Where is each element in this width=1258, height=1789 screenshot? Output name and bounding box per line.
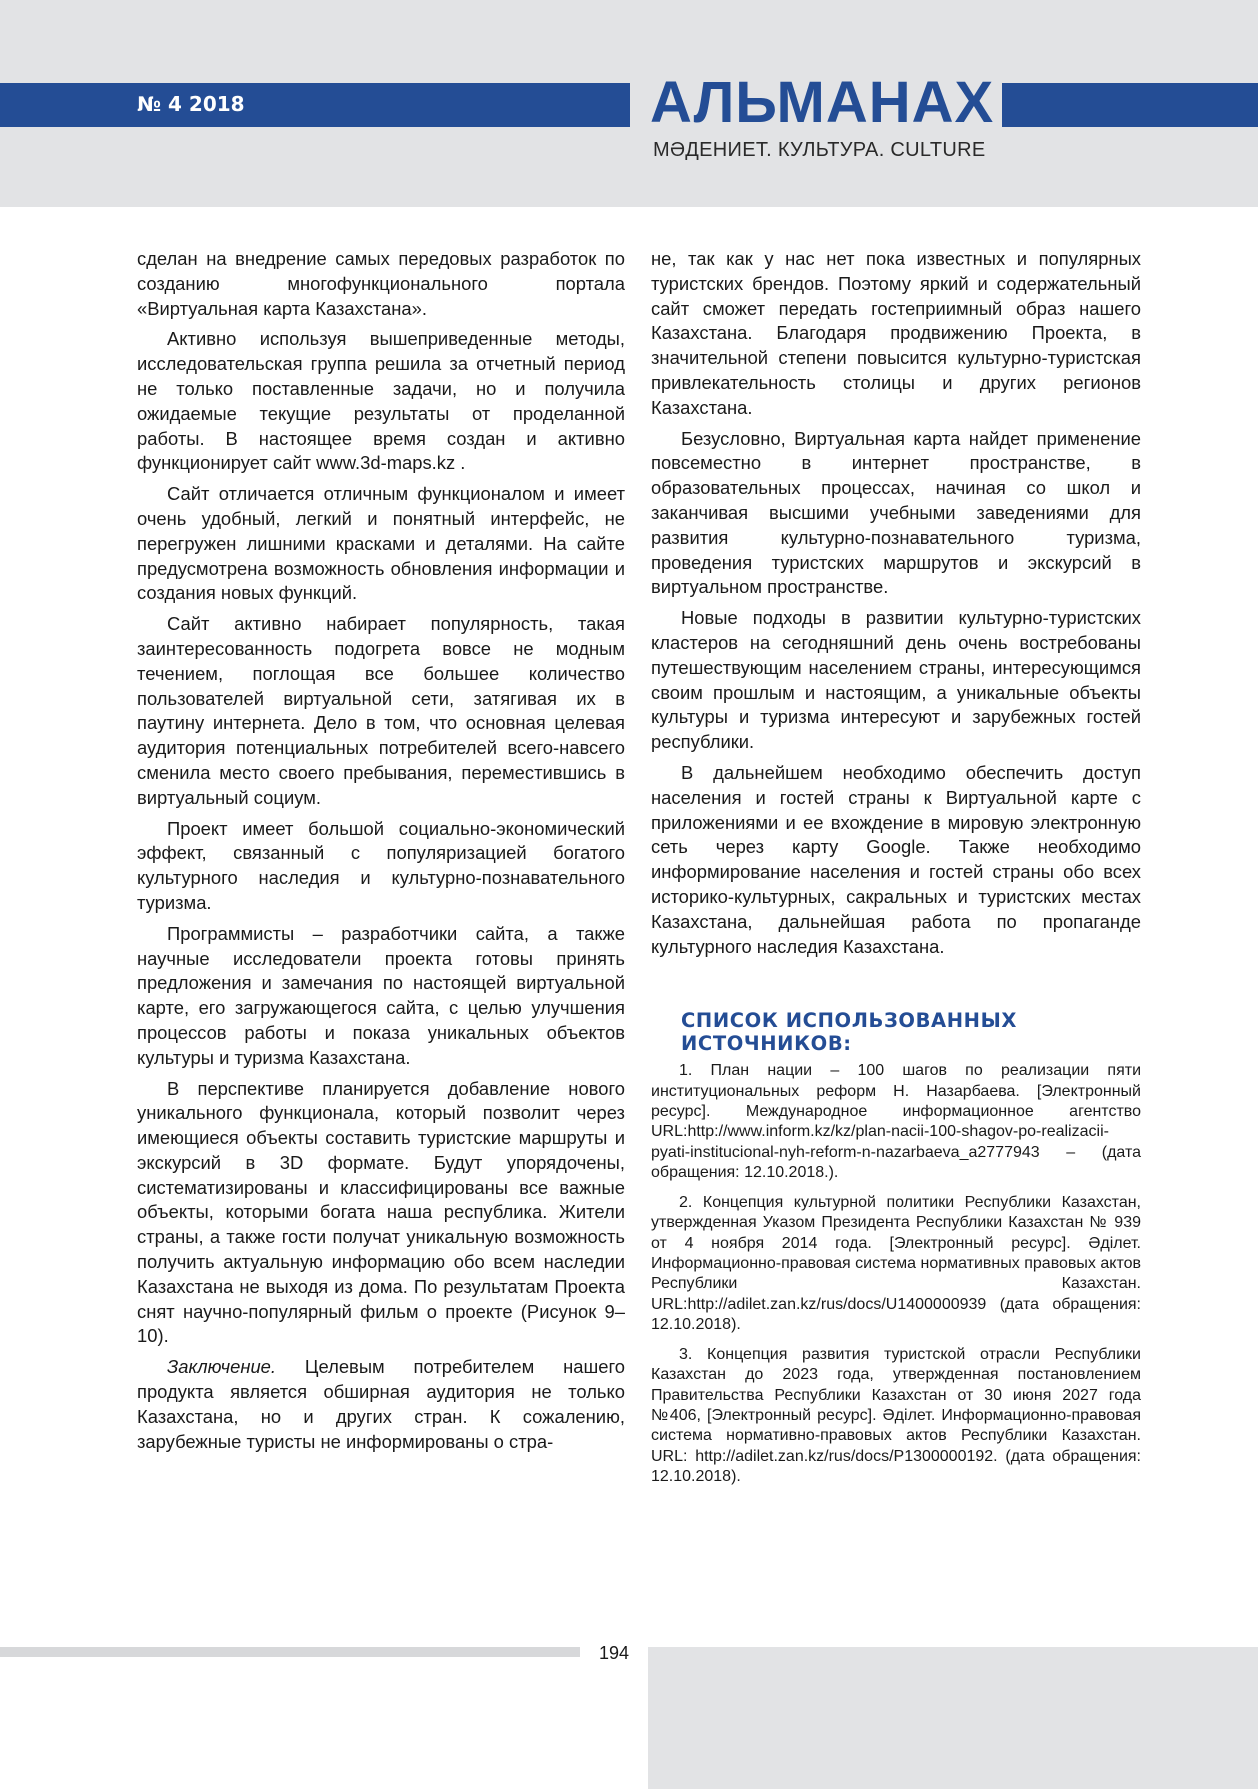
header-bar-left (0, 83, 630, 127)
paragraph: сделан на внедрение самых передовых разработок по созданию многофункционального портала «Виртуальная карта Казахстана». (137, 248, 625, 319)
footer-bar-left (0, 1647, 580, 1657)
paragraph: Новые подходы в развитии культурно-туристских кластеров на сегодняшний день очень востребованы путешествующим населением страны, интересующимся своим прошлым и настоящим, а уникальные объекты культуры и туризма интересуют и зарубежных гостей республики. (651, 607, 1141, 753)
paragraph: Активно используя вышеприведенные методы, исследовательская группа решила за отчетный период не только поставленные задачи, но и получила ожидаемые текущие результаты от проделанной работы. В настоящее время создан и активно функционирует сайт www.3d-maps.kz . (137, 328, 625, 474)
conclusion-paragraph (137, 1355, 625, 1454)
reference-item: 2. Концепция культурной политики Республики Казахстан, утвержденная Указом Президента Республики Казахстан № 939 от 4 ноября 2014 года. [Электронный ресурс]. Әділет. Информационно-правовая система нормативных правовых актов Республики Казахстан. URL:http://adilet.zan.kz/rus/docs/U1400000939 (дата обращения: 12.10.2018). (651, 1194, 1141, 1333)
paragraph: В перспективе планируется добавление нового уникального функционала, который позволит через имеющиеся объекты составить туристские маршруты и экскурсий в 3D формате. Будут упорядочены, систематизированы и классифицированы все важные объекты, которыми богата наша республика. Жители страны, а также гости получат уникальную возможность получить актуальную информацию обо всем наследии Казахстана не выходя из дома. По результатам Проекта снят научно-популярный фильм о проекте (Рисунок 9–10). (137, 1077, 625, 1347)
paragraph: В дальнейшем необходимо обеспечить доступ населения и гостей страны к Виртуальной карте с приложениями и ее вхождение в мировую электронную сеть через карту Google. Также необходимо информирование населения и гостей страны обо всех историко-культурных, сакральных и туристских местах Казахстана, дальнейшая работа по пропаганде культурного наследия Казахстана. (651, 761, 1141, 957)
footer-block-right (648, 1647, 1258, 1789)
conclusion-text: Целевым потребителем нашего продукта является обширная аудитория не только Казахстана, но и других стран. К сожалению, зарубежные туристы не информированы о стра- (137, 1356, 625, 1452)
header-bar-right (1002, 83, 1258, 127)
page-number: 194 (598, 1643, 630, 1663)
references-heading-line: ИСТОЧНИКОВ: (681, 1032, 852, 1056)
paragraph: Безусловно, Виртуальная карта найдет применение повсеместно в интернет пространстве, в образовательных процессах, начиная со школ и заканчивая высшими учебными заведениями для развития культурно-познавательного туризма, проведения туристских маршрутов и экскурсий в виртуальном пространстве. (651, 427, 1141, 598)
right-column (651, 247, 1141, 1497)
paragraph: Проект имеет большой социально-экономический эффект, связанный с популяризацией богатого культурного наследия и культурно-познавательного туризма. (137, 817, 625, 913)
paragraph: не, так как у нас нет пока известных и популярных туристских брендов. Поэтому яркий и содержательный сайт сможет передать гостеприимный образ нашего Казахстана. Благодаря продвижению Проекта, в значительной степени повысится культурно-туристская привлекательность столицы и других регионов Казахстана. (651, 248, 1141, 418)
journal-title: АЛЬМАНАХ (650, 70, 995, 135)
conclusion-label: Заключение. (167, 1356, 277, 1378)
paragraph: Сайт активно набирает популярность, такая заинтересованность подогрета вовсе не модным течением, поглощая все большее количество пользователей виртуальной сети, затягивая их в паутину интернета. Дело в том, что основная целевая аудитория потенциальных потребителей всего-навсего сменила место своего пребывания, переместившись в виртуальный социум. (137, 613, 625, 808)
paragraph: Сайт отличается отличным функционалом и имеет очень удобный, легкий и понятный интерфейс, не перегружен лишними красками и деталями. На сайте предусмотрена возможность обновления информации и создания новых функций. (137, 483, 625, 604)
reference-item: 3. Концепция развития туристской отрасли Республики Казахстан до 2023 года, утвержденная постановлением Правительства Республики Казахстан от 30 июня 2027 года №406, [Электронный ресурс]. Әділет. Информационно-правовая система нормативно-правовых актов Республики Казахстан. URL: http://adilet.zan.kz/rus/docs/P1300000192. (дата обращения: 12.10.2018). (651, 1346, 1141, 1485)
paragraph: Программисты – разработчики сайта, а также научные исследователи проекта готовы принять предложения и замечания по настоящей виртуальной карте, его загружающегося сайта, с целью улучшения процессов работы и показа уникальных объектов культуры и туризма Казахстана. (137, 922, 625, 1068)
references-heading (681, 1009, 1141, 1055)
issue-number: № 4 2018 (137, 92, 245, 116)
references-heading-line: СПИСОК ИСПОЛЬЗОВАННЫХ (681, 1009, 1018, 1033)
journal-subtitle: МӘДЕНИЕТ. КУЛЬТУРА. CULTURE (653, 139, 986, 161)
left-column (137, 247, 625, 1454)
reference-item: 1. План нации – 100 шагов по реализации пяти институциональных реформ Н. Назарбаева. [Электронный ресурс]. Международное информационное агентство URL:http://www.inform.kz/kz/plan-nacii-100-shagov-po-realizacii-pyati-institucional-nyh-reform-n-nazarbaeva_a2777943 – (дата обращения: 12.10.2018.). (651, 1062, 1141, 1181)
